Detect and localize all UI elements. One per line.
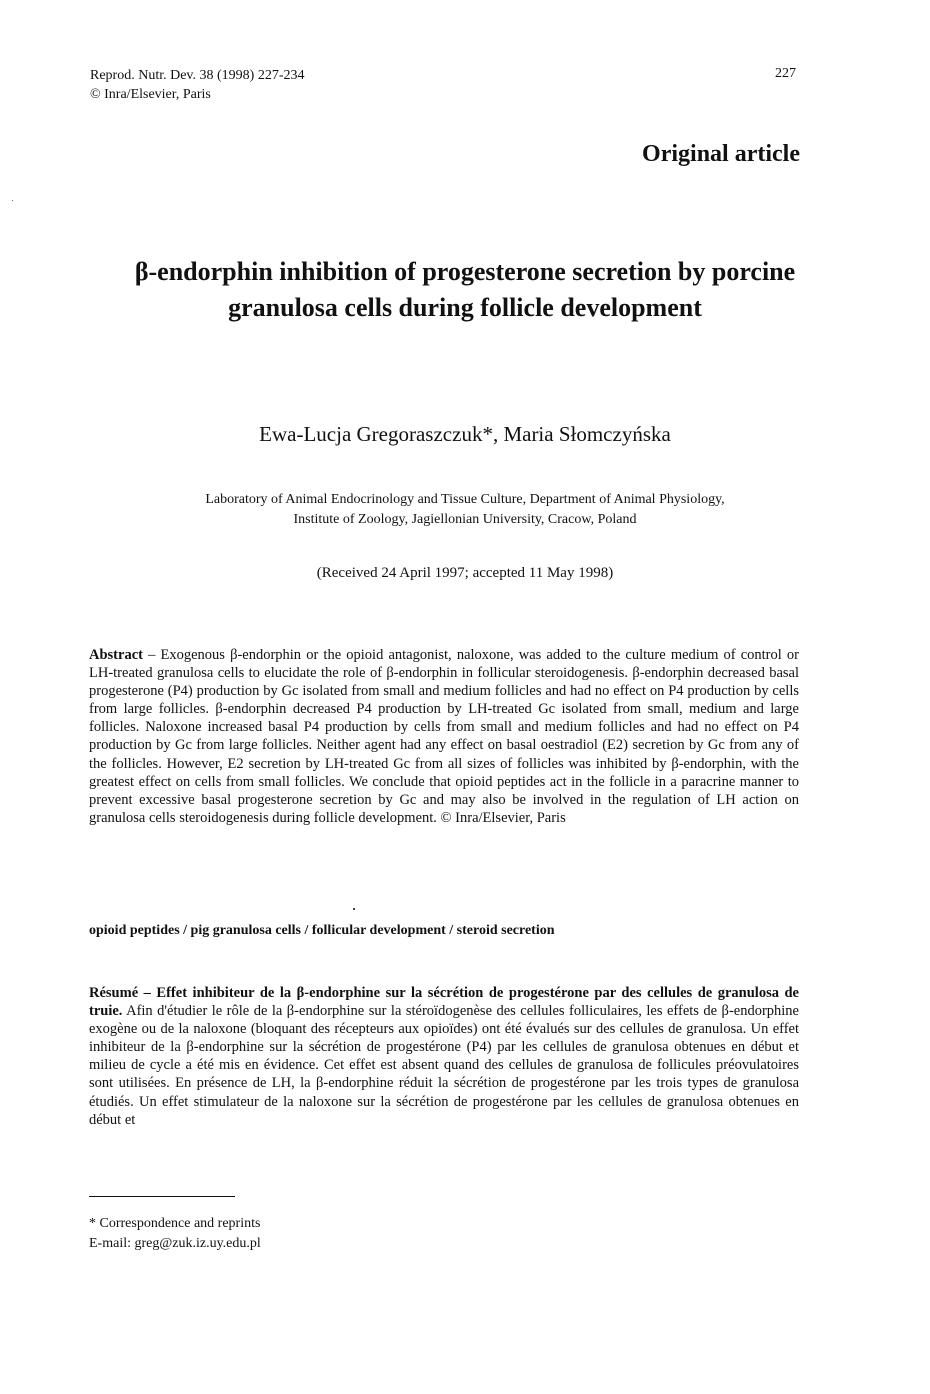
abstract-text: – Exogenous β-endorphin or the opioid antagonist, naloxone, was added to the culture medium of control or LH-treated granulosa cells to elucidate the role of β-endorphin in follicular steroidogenesis. β-endorphin decreased basal progesterone (P4) production by Gc isolated from small and medium follicles and had no effect on P4 production by cells from large follicles. β-endorphin decreased P4 production by LH-treated Gc isolated from small, medium and large follicles. Naloxone increased basal P4 production by cells from small and medium follicles and had no effect on P4 production by Gc from large follicles. Neither agent had any effect on basal oestradiol (E2) secretion by Gc from any of the follicles. However, E2 secretion by LH-treated Gc from all sizes of follicles was inhibited by β-endorphin, with the greatest effect on cells from small follicles. We conclude that opioid peptides act in the follicle in a paracrine manner to prevent excessive basal progesterone secretion by Gc and may also be involved in the regulation of LH action on granulosa cells steroidogenesis during follicle development. © Inra/Elsevier, Paris — [89, 647, 799, 826]
abstract — [89, 646, 799, 827]
affiliation — [80, 490, 850, 530]
scan-speck — [12, 200, 13, 201]
email-note: E-mail: greg@zuk.iz.uy.edu.pl — [89, 1236, 261, 1251]
correspondence-note: * Correspondence and reprints — [89, 1216, 261, 1231]
journal-header — [90, 66, 305, 104]
publisher-line: © Inra/Elsevier, Paris — [90, 87, 211, 102]
authors: Ewa-Lucja Gregoraszczuk*, Maria Słomczyńska — [259, 422, 671, 446]
abstract-label: Abstract — [89, 647, 143, 663]
affiliation-line: Laboratory of Animal Endocrinology and Tissue Culture, Department of Animal Physiology, — [205, 492, 725, 507]
keywords: opioid peptides / pig granulosa cells / follicular development / steroid secretion — [89, 923, 555, 938]
footnote-rule — [89, 1196, 235, 1197]
article-title: β-endorphin inhibition of progesterone secretion by porcine granulosa cells during follicle development — [134, 257, 796, 322]
affiliation-line: Institute of Zoology, Jagiellonian University, Cracow, Poland — [293, 512, 637, 527]
received-dates: (Received 24 April 1997; accepted 11 May 1998) — [316, 565, 614, 581]
resume — [89, 984, 799, 1129]
article-type: Original article — [642, 141, 800, 167]
journal-citation: Reprod. Nutr. Dev. 38 (1998) 227-234 — [90, 68, 305, 83]
page-number: 227 — [775, 66, 796, 81]
scan-speck — [353, 908, 355, 910]
resume-text: Afin d'étudier le rôle de la β-endorphine sur la stéroïdogenèse des cellules folliculaires, les effets de β-endorphine exogène ou de la naloxone (bloquant des récepteurs aux opioïdes) ont été évalués sur des cellules de granulosa. Un effet inhibiteur de la β-endorphine sur la sécrétion de progestérone (P4) par les cellules de granulosa obtenues en début et milieu de cycle a été mis en évidence. Cet effet est absent quand des cellules de granulosa de follicules préovulatoires sont utilisées. En présence de LH, la β-endorphine réduit la sécrétion de progestérone par les trois types de granulosa étudiés. Un effet stimulateur de la naloxone sur la sécrétion de progestérone par les cellules de granulosa obtenues en début et — [89, 1003, 799, 1128]
resume-label: Résumé – Effet inhibiteur de la β-endorphine sur la sécrétion de progestérone par des cellules de granulosa de truie. — [89, 985, 799, 1020]
footnote — [89, 1214, 261, 1254]
